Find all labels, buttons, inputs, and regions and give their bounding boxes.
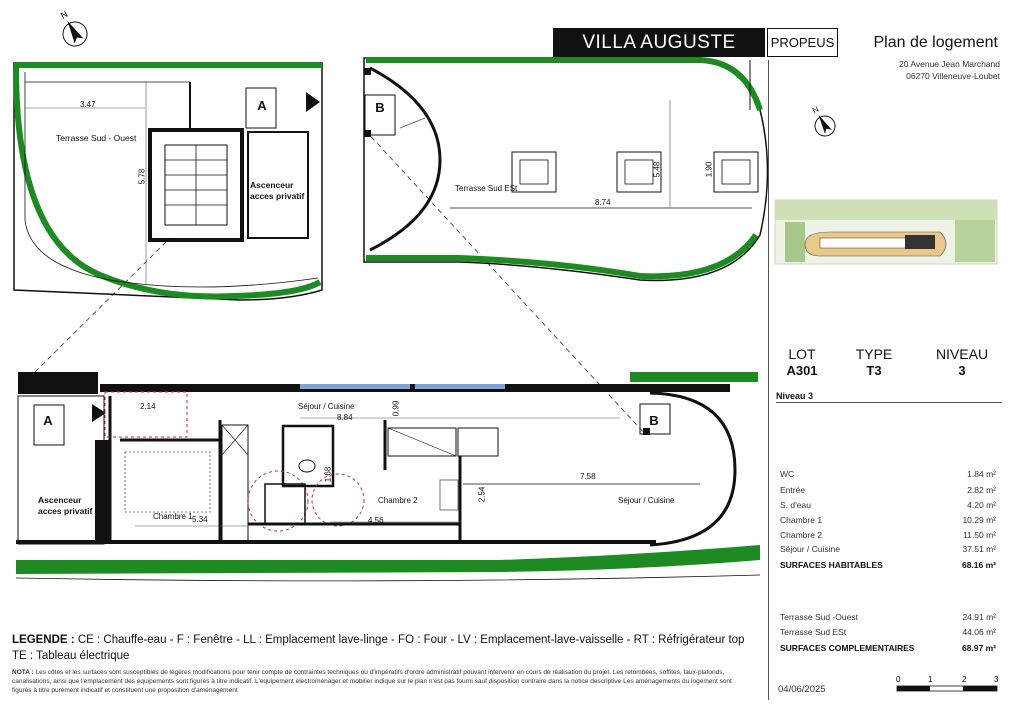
elevator-label-main [38, 495, 92, 517]
surface-area: 37.51 m² [962, 544, 996, 554]
scale-tick-1: 1 [928, 675, 933, 684]
lot-info [780, 346, 824, 378]
terrace-area: 24.91 m² [962, 612, 996, 622]
room-label-sejour-top: Séjour / Cuisine [298, 402, 355, 411]
marker-b-main: B [649, 413, 659, 428]
svg-text:N: N [810, 104, 821, 116]
niveau-info [930, 346, 994, 378]
scale-bar [896, 674, 1000, 698]
dimension-label: 2.54 [477, 486, 487, 503]
surface-area: 1.84 m² [967, 469, 996, 479]
legend [12, 632, 752, 664]
surface-row [780, 530, 996, 540]
scale-tick-2: 2 [962, 675, 967, 684]
elevator-line1: Ascenceur [38, 495, 82, 505]
surface-total-value: 68.16 m² [961, 560, 996, 570]
surface-area: 2.82 m² [967, 485, 996, 495]
sidebar-divider [768, 60, 769, 700]
surface-area: 4.20 m² [967, 500, 996, 510]
north-compass-icon-2 [805, 101, 839, 140]
elevator-line1: Ascenceur [250, 180, 294, 190]
svg-text:N: N [58, 8, 70, 21]
room-label-sejour: Séjour / Cuisine [618, 496, 675, 505]
terrace-name: Terrasse Sud -Ouest [780, 612, 858, 622]
level-heading: Niveau 3 [776, 391, 814, 401]
surface-area: 11.50 m² [963, 530, 996, 540]
lot-label: LOT [788, 346, 816, 362]
dimension-label: 8.74 [595, 198, 611, 207]
dimension-label: 1.68 [323, 466, 333, 483]
surface-name: S. d'eau [780, 500, 811, 510]
elevator-line2: acces privatif [250, 191, 305, 201]
agency-logo: PROPEUS [767, 28, 838, 57]
plan-date: 04/06/2025 [778, 684, 826, 695]
dimension-label: 7.58 [580, 472, 596, 481]
note-label: NOTA : [12, 669, 34, 676]
legend-line2: TE : Tableau électrique [12, 650, 130, 662]
niveau-label: NIVEAU [935, 346, 989, 362]
room-label-chambre2: Chambre 2 [378, 496, 418, 505]
project-name-banner: VILLA AUGUSTE [553, 28, 765, 57]
scale-tick-3: 3 [994, 675, 999, 684]
surface-row [780, 469, 996, 479]
terrace-se-label: Terrasse Sud ESt [455, 184, 518, 193]
north-compass-icon [51, 5, 91, 51]
surface-row [780, 500, 996, 510]
dimension-label: 3.47 [80, 100, 96, 109]
disclaimer-note [12, 668, 752, 695]
site-map-thumbnail [775, 200, 997, 264]
main-floor-plan [16, 372, 760, 581]
terrace-row [780, 612, 996, 622]
legend-title: LEGENDE : [12, 634, 75, 646]
type-value: T3 [866, 363, 882, 378]
surface-name: WC [780, 469, 795, 479]
surface-name: Entrée [780, 485, 806, 495]
complementary-total-row [780, 643, 996, 653]
complementary-total-value: 68.97 m² [961, 643, 996, 653]
niveau-value: 3 [958, 363, 966, 378]
marker-b: B [375, 100, 385, 115]
type-info [852, 346, 896, 378]
surface-row [780, 485, 996, 495]
address-line2: 06270 Villeneuve-Loubet [906, 71, 1000, 81]
type-label: TYPE [855, 346, 893, 362]
marker-a-main: A [43, 413, 53, 428]
dimension-label: 8.84 [337, 413, 353, 422]
dimension-label: 5.34 [192, 515, 208, 524]
complementary-total-label: SURFACES COMPLEMENTAIRES [780, 643, 915, 653]
room-label-chambre1: Chambre 1 [153, 512, 193, 521]
sheet-title: Plan de logement [873, 34, 998, 51]
surface-name: Chambre 1 [780, 515, 823, 525]
level-divider [776, 402, 1002, 403]
surface-row [780, 515, 996, 525]
dimension-label: 0.99 [391, 400, 401, 417]
terrace-row [780, 627, 996, 637]
surface-total-label: SURFACES HABITABLES [780, 560, 883, 570]
surface-name: Chambre 2 [780, 530, 823, 540]
dimension-label: 5.78 [137, 168, 147, 185]
dimension-label: 2.14 [140, 402, 156, 411]
terrace-area: 44.06 m² [962, 627, 996, 637]
legend-text: CE : Chauffe-eau - F : Fenêtre - LL : Emplacement lave-linge - FO : Four - LV : Emplacement-lave-vaisselle - RT : Réfrigérateur top [77, 634, 745, 646]
surface-area: 10.29 m² [962, 515, 996, 525]
dimension-label: 4.56 [368, 516, 384, 525]
marker-a: A [257, 98, 267, 113]
scale-tick-0: 0 [896, 675, 901, 684]
surface-name: Séjour / Cuisine [780, 544, 841, 554]
lot-value: A301 [786, 363, 818, 378]
surface-total-row [780, 560, 996, 570]
elevator-label [250, 180, 304, 202]
address-line1: 20 Avenue Jean Marchand [899, 59, 1000, 69]
dimension-label: 1.90 [704, 161, 714, 178]
terrace-sw-label: Terrasse Sud - Ouest [56, 133, 137, 143]
terrace-name: Terrasse Sud ESt [780, 627, 847, 637]
elevator-line2: acces privatif [38, 506, 93, 516]
dimension-label: 5.48 [652, 161, 662, 178]
note-text: Les côtes et les surfaces sont susceptibles de légères modifications pour tenir compte de contraintes techniques ou d'impératifs d'ordre administratif pouvant intervenir en cours de réalisation du projet. Les retombées, soffites, faux-plafonds, canalisations, ainsi que l'emplacement des équipements sont figurés à titre indicatif. L'équipement électroménager et mobilier indiqué sur le plan n'est pas fourni sauf disposition contraire dans la notice descriptive Les aménagements du logement sont figurés à titre purement indicatif et constituent une proposition d'aménagement [12, 669, 732, 694]
surface-row [780, 544, 996, 554]
